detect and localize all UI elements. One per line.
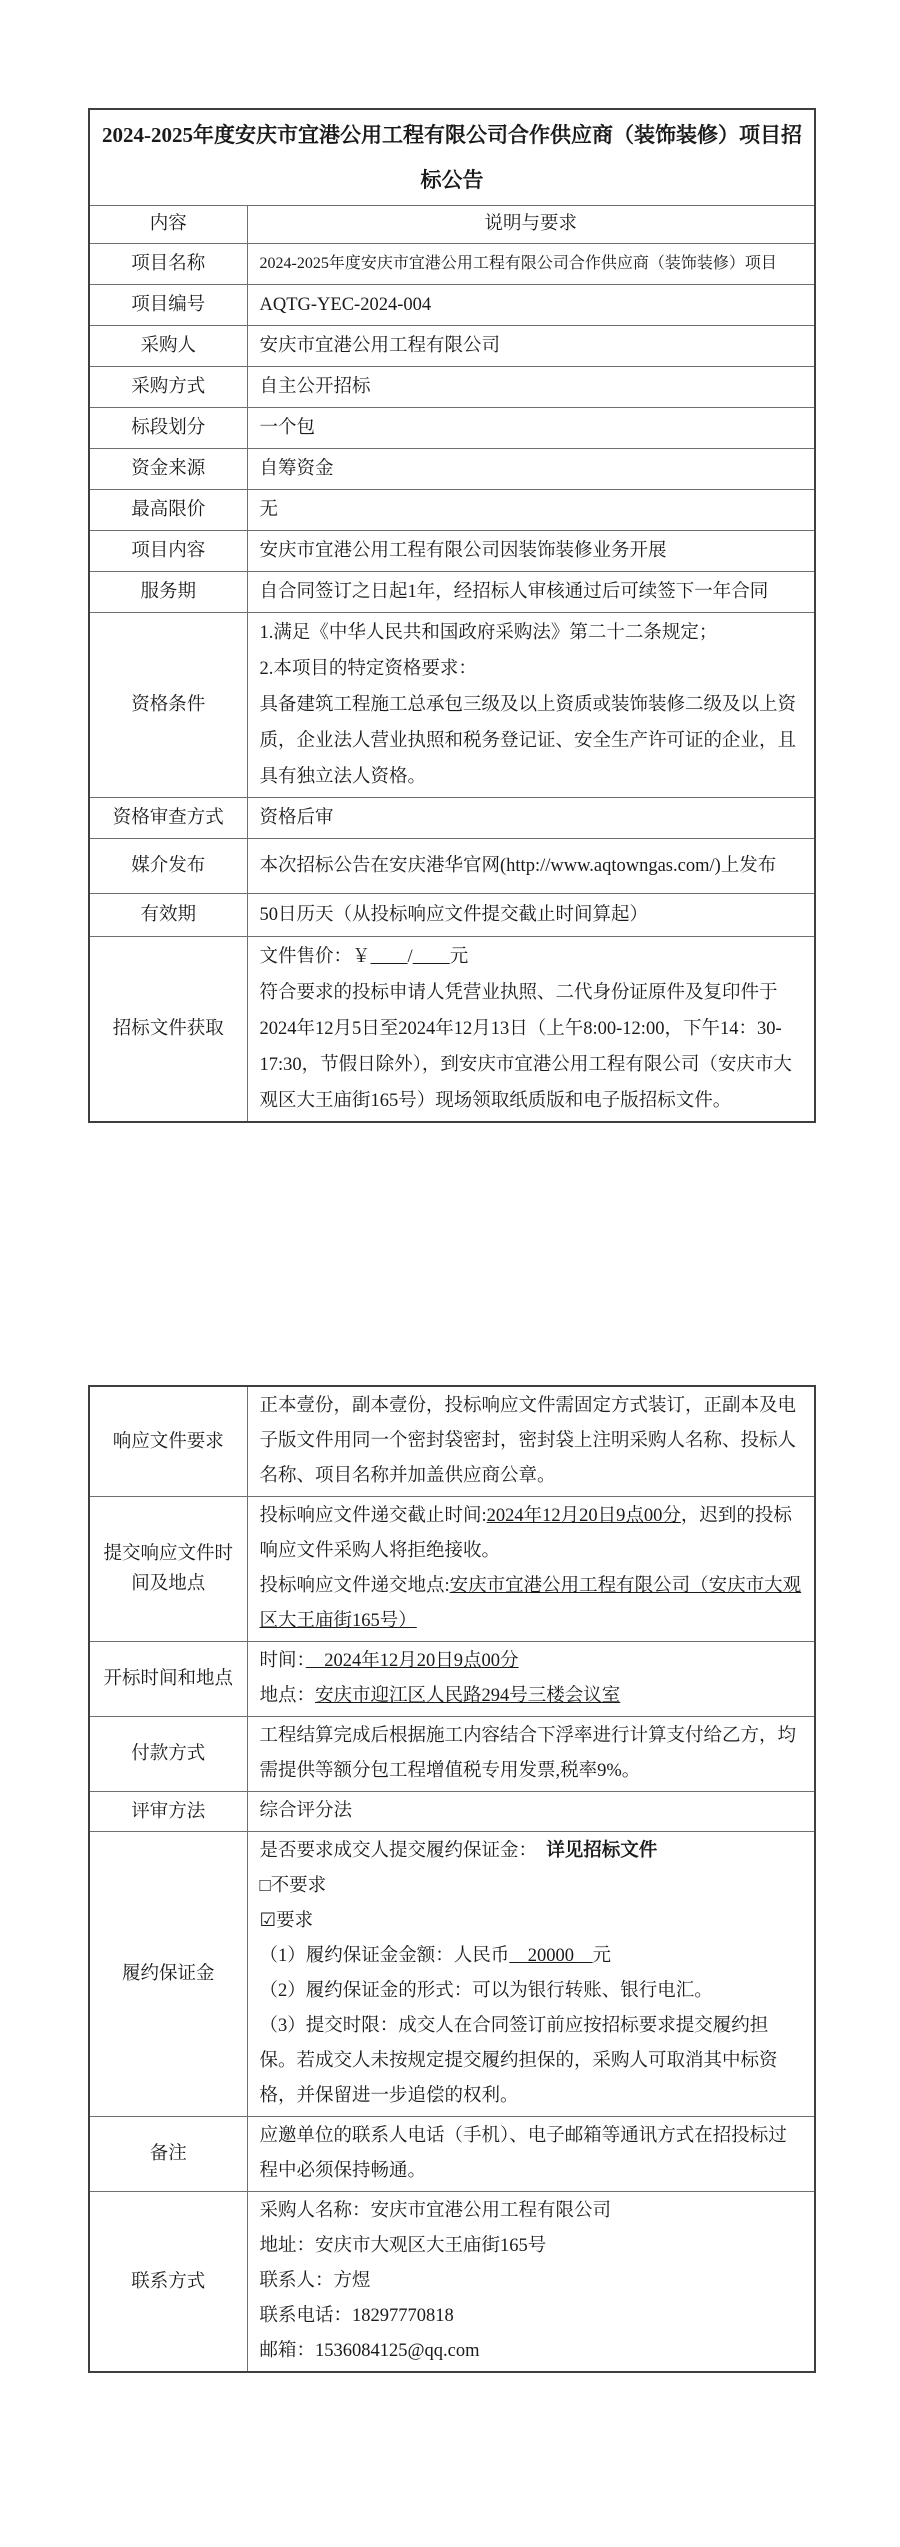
row-content [247, 531, 815, 572]
header-row [89, 206, 815, 244]
text-segment: （2）履约保证金的形式：可以为银行转账、银行电汇。 [259, 1981, 713, 2001]
content-line [260, 1499, 803, 1569]
content-line [260, 1569, 803, 1639]
table-row [89, 894, 815, 937]
underlined-text: 安庆市宜港公用工程有限公司（安庆市大观区大王庙街165号） [259, 1576, 802, 1631]
content-line [260, 287, 803, 323]
row-label: 采购方式 [89, 367, 247, 408]
text-segment: 投标响应文件递交截止时间: [259, 1506, 487, 1526]
row-label: 联系方式 [89, 2192, 247, 2373]
table-row [89, 408, 815, 449]
document-title: 2024-2025年度安庆市宜港公用工程有限公司合作供应商（装饰装修）项目招标公告 [89, 109, 815, 206]
text-segment: 元 [449, 947, 469, 967]
row-content [247, 1497, 815, 1642]
row-content [247, 326, 815, 367]
row-content [247, 1832, 815, 2117]
table-row [89, 285, 815, 326]
content-line [260, 328, 803, 364]
text-segment: 正本壹份，副本壹份，投标响应文件需固定方式装订，正副本及电子版文件用同一个密封袋密封，密封袋上注明采购人名称、投标人名称、项目名称并加盖供应商公章。 [259, 1396, 797, 1486]
text-segment: 本次招标公告在安庆港华官网(http://www.aqtowngas.com/)上发布 [259, 856, 777, 876]
text-segment: 1.满足《中华人民共和国政府采购法》第二十二条规定； [259, 623, 718, 643]
content-line [260, 848, 803, 884]
row-label: 提交响应文件时间及地点 [89, 1497, 247, 1642]
underlined-text: 2024年12月20日9点00分 [486, 1506, 681, 1526]
text-segment: （1）履约保证金金额：人民币 [259, 1946, 510, 1966]
table-row [89, 1642, 815, 1717]
text-segment: 时间： [259, 1651, 306, 1671]
text-segment: 综合评分法 [259, 1801, 353, 1821]
row-content [247, 839, 815, 894]
table-row [89, 937, 815, 1123]
row-content [247, 1717, 815, 1792]
text-segment: 自主公开招标 [259, 377, 371, 397]
underlined-text: 安庆市迎江区人民路294号三楼会议室 [315, 1686, 621, 1706]
content-line [260, 1679, 803, 1714]
table-row [89, 326, 815, 367]
text-segment: 2.本项目的特定资格要求： [259, 659, 477, 679]
text-segment: 无 [259, 500, 279, 520]
row-content [247, 2192, 815, 2373]
row-label: 资金来源 [89, 449, 247, 490]
table-row [89, 839, 815, 894]
row-content [247, 1792, 815, 1832]
table-row [89, 1832, 815, 2117]
content-line [260, 410, 803, 446]
text-segment: 工程结算完成后根据施工内容结合下浮率进行计算支付给乙方，均需提供等额分包工程增值税专用发票,税率9%。 [259, 1726, 797, 1781]
text-segment: AQTG-YEC-2024-004 [259, 295, 432, 315]
text-segment: 邮箱：1536084125@qq.com [259, 2341, 480, 2361]
text-segment: ☑要求 [259, 1911, 314, 1931]
row-content [247, 572, 815, 613]
content-line [260, 492, 803, 528]
row-content [247, 894, 815, 937]
text-segment: 自筹资金 [259, 459, 334, 479]
row-label: 采购人 [89, 326, 247, 367]
content-line [260, 975, 803, 1119]
content-line [260, 1794, 803, 1829]
row-label: 项目内容 [89, 531, 247, 572]
text-segment: ，迟到的投标响应文件采购人将拒绝接收。 [259, 1506, 792, 1561]
content-line [260, 1834, 803, 1869]
table-row [89, 1792, 815, 1832]
table-row [89, 367, 815, 408]
content-line [260, 1939, 803, 1974]
text-segment: 安庆市宜港公用工程有限公司因装饰装修业务开展 [259, 541, 667, 561]
row-label: 资格条件 [89, 613, 247, 798]
row-content [247, 1642, 815, 1717]
text-segment: 地点： [259, 1686, 316, 1706]
tender-info-table [88, 108, 816, 1123]
underlined-text [371, 947, 408, 967]
content-line [260, 574, 803, 610]
text-segment: 2024-2025年度安庆市宜港公用工程有限公司合作供应商（装饰装修）项目 [259, 255, 777, 272]
row-content [247, 367, 815, 408]
text-segment: 采购人名称：安庆市宜港公用工程有限公司 [259, 2201, 612, 2221]
content-line [260, 2299, 803, 2334]
row-content [247, 937, 815, 1123]
content-line [260, 1389, 803, 1494]
content-line [260, 1644, 803, 1679]
content-line [260, 939, 803, 975]
row-label: 付款方式 [89, 1717, 247, 1792]
row-label: 响应文件要求 [89, 1386, 247, 1497]
content-line [260, 687, 803, 795]
content-line [260, 2229, 803, 2264]
row-content [247, 613, 815, 798]
text-segment: 符合要求的投标申请人凭营业执照、二代身份证原件及复印件于2024年12月5日至2024年12月13日（上午8:00-12:00，下午14：30-17:30，节假日除外），到安庆市宜港公用工程有限公司（安庆市大观区大王庙街165号）现场领取纸质版和电子版招标文件。 [259, 983, 792, 1111]
row-label: 开标时间和地点 [89, 1642, 247, 1717]
row-label: 媒介发布 [89, 839, 247, 894]
content-line [260, 533, 803, 569]
content-line [260, 1869, 803, 1904]
text-segment: 安庆市宜港公用工程有限公司 [259, 336, 501, 356]
table-row [89, 1717, 815, 1792]
table-row [89, 244, 815, 285]
row-label: 项目名称 [89, 244, 247, 285]
content-line [260, 615, 803, 651]
row-content [247, 285, 815, 326]
table-row [89, 490, 815, 531]
content-line [260, 2194, 803, 2229]
text-segment: 自合同签订之日起1年，经招标人审核通过后可续签下一年合同 [259, 582, 769, 602]
row-label: 评审方法 [89, 1792, 247, 1832]
table-row [89, 572, 815, 613]
content-line [260, 1974, 803, 2009]
table-row [89, 2117, 815, 2192]
row-label: 标段划分 [89, 408, 247, 449]
table-row [89, 613, 815, 798]
underlined-text: 2024年12月20日9点00分 [305, 1651, 519, 1671]
underlined-text: 20000 [509, 1946, 593, 1966]
text-segment: 联系人：方煜 [259, 2271, 371, 2291]
content-line [260, 451, 803, 487]
table-row [89, 798, 815, 839]
row-content [247, 1386, 815, 1497]
content-line [260, 1904, 803, 1939]
content-line [260, 1719, 803, 1789]
bold-text: 详见招标文件 [527, 1841, 658, 1861]
row-label: 最高限价 [89, 490, 247, 531]
content-line [260, 2119, 803, 2189]
row-content [247, 449, 815, 490]
text-segment: 50日历天（从投标响应文件提交截止时间算起） [259, 905, 649, 925]
text-segment: 应邀单位的联系人电话（手机）、电子邮箱等通讯方式在招投标过程中必须保持畅通。 [259, 2126, 787, 2181]
content-line [260, 2009, 803, 2114]
row-label: 资格审查方式 [89, 798, 247, 839]
row-content [247, 244, 815, 285]
row-label: 项目编号 [89, 285, 247, 326]
row-content [247, 490, 815, 531]
content-line [260, 897, 803, 933]
content-line [260, 651, 803, 687]
text-segment: 地址：安庆市大观区大王庙街165号 [259, 2236, 547, 2256]
column-header-requirements: 说明与要求 [247, 206, 815, 244]
text-segment: 具备建筑工程施工总承包三级及以上资质或装饰装修二级及以上资质，企业法人营业执照和税务登记证、安全生产许可证的企业，且具有独立法人资格。 [259, 695, 797, 787]
row-label: 履约保证金 [89, 1832, 247, 2117]
row-content [247, 2117, 815, 2192]
row-label: 服务期 [89, 572, 247, 613]
text-segment: 一个包 [259, 418, 316, 438]
row-label: 招标文件获取 [89, 937, 247, 1123]
row-content [247, 408, 815, 449]
text-segment: 投标响应文件递交地点: [259, 1576, 450, 1596]
content-line [260, 246, 803, 282]
row-label: 备注 [89, 2117, 247, 2192]
content-line [260, 2334, 803, 2369]
row-label: 有效期 [89, 894, 247, 937]
text-segment: / [407, 947, 413, 967]
text-segment: □不要求 [259, 1876, 327, 1896]
title-row [89, 109, 815, 206]
table-row [89, 1497, 815, 1642]
text-segment: （3）提交时限：成交人在合同签订前应按招标要求提交履约担保。若成交人未按规定提交履约担保的，采购人可取消其中标资格，并保留进一步追偿的权利。 [259, 2016, 778, 2106]
text-segment: 元 [592, 1946, 612, 1966]
table-row [89, 1386, 815, 1497]
text-segment: 资格后审 [259, 808, 334, 828]
content-line [260, 369, 803, 405]
tender-response-table [88, 1385, 816, 2373]
table-row [89, 449, 815, 490]
content-line [260, 2264, 803, 2299]
content-line [260, 800, 803, 836]
text-segment: 联系电话：18297770818 [259, 2306, 454, 2326]
row-content [247, 798, 815, 839]
table-row [89, 531, 815, 572]
underlined-text [413, 947, 450, 967]
column-header-content: 内容 [89, 206, 247, 244]
text-segment: 文件售价：￥ [259, 947, 371, 967]
text-segment: 是否要求成交人提交履约保证金： [259, 1841, 528, 1861]
table-row [89, 2192, 815, 2373]
